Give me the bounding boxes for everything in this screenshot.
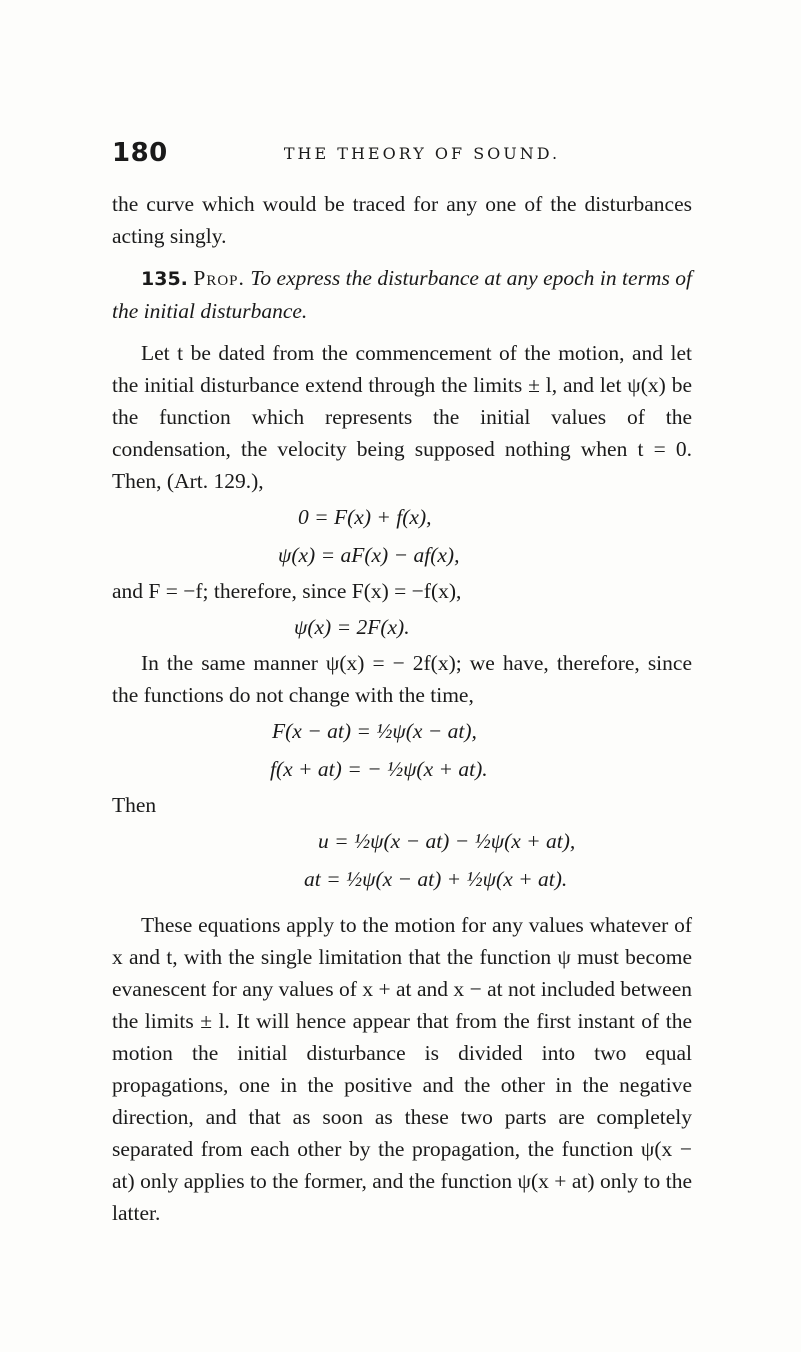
- equation-1: 0 = F(x) + f(x),: [298, 505, 432, 529]
- article-number: 135.: [141, 268, 188, 290]
- paragraph-same-manner: In the same manner ψ(x) = − 2f(x); we have, therefore, since the functions do not change with the time,: [112, 651, 692, 707]
- then-label: Then: [112, 793, 157, 817]
- proposition-title: To express the disturbance at any epoch in terms of the initial disturbance.: [112, 266, 693, 323]
- page-header: [112, 138, 692, 168]
- running-head: THE THEORY OF SOUND.: [283, 144, 561, 163]
- main-text: [112, 188, 692, 1229]
- equation-6: u = ½ψ(x − at) − ½ψ(x + at),: [318, 829, 576, 853]
- equation-5: f(x + at) = − ½ψ(x + at).: [270, 757, 488, 781]
- page-number: 180: [112, 138, 168, 168]
- paragraph-and: and F = −f; therefore, since F(x) = −f(x),: [112, 579, 462, 603]
- equation-4: F(x − at) = ½ψ(x − at),: [272, 719, 477, 743]
- equation-3: ψ(x) = 2F(x).: [294, 615, 410, 639]
- paragraph-continuation: the curve which would be traced for any one of the disturbances acting singly.: [112, 192, 692, 248]
- proposition-heading: [112, 262, 692, 327]
- prop-label: Prop.: [193, 266, 245, 290]
- paragraph-conclusion: These equations apply to the motion for any values whatever of x and t, with the single limitation that the function ψ must become evanescent for any values of x + at and x − at not included between the limits ± l. It will hence appear that from the first instant of the motion the initial disturbance is divided into two equal propagations, one in the positive and the other in the negative direction, and that as soon as these two parts are completely separated from each other by the propagation, the function ψ(x − at) only applies to the former, and the function ψ(x + at) only to the latter.: [112, 913, 692, 1225]
- equation-2: ψ(x) = aF(x) − af(x),: [278, 543, 460, 567]
- paragraph-setup: Let t be dated from the commencement of the motion, and let the initial disturbance extend through the limits ± l, and let ψ(x) be the function which represents the initial values of the condensation, the velocity being supposed nothing when t = 0. Then, (Art. 129.),: [112, 341, 692, 493]
- equation-7: at = ½ψ(x − at) + ½ψ(x + at).: [304, 867, 568, 891]
